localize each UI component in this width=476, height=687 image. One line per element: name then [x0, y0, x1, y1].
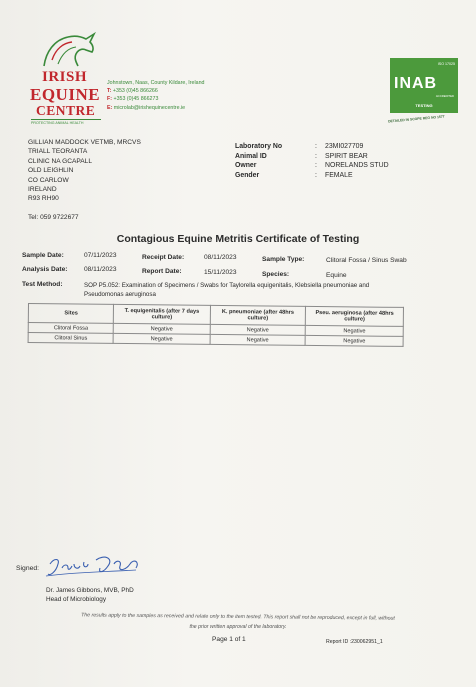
sample-date-label: Sample Date: — [22, 252, 64, 259]
recipient-address — [28, 138, 141, 204]
lab-info-label: Gender — [235, 171, 260, 179]
analysis-date-value: 08/11/2023 — [84, 266, 117, 273]
fax-value: +353 (0)45 866273 — [113, 96, 159, 103]
horse-head-icon — [38, 30, 98, 68]
recipient-tel: Tel: 059 9722677 — [28, 214, 79, 221]
lab-info-label: Animal ID — [235, 152, 267, 160]
logo-line-irish: IRISH — [42, 69, 88, 85]
analysis-date-label: Analysis Date: — [22, 266, 68, 273]
report-id: Report ID :230062951_1 — [326, 639, 383, 645]
phone-value: +353 (0)45 866266 — [112, 88, 158, 95]
header-t-equigenitalis: T. equigenitalis (after 7 days culture) — [114, 304, 210, 324]
lab-info-row — [235, 142, 455, 152]
species-label: Species: — [262, 271, 290, 278]
lab-info-colon: : — [315, 143, 317, 150]
logo-line-centre: CENTRE — [36, 103, 96, 118]
address-text: Johnstown, Naas, County Kildare, Ireland — [107, 80, 205, 86]
test-method-label: Test Method: — [22, 281, 63, 288]
address-line: TRIALL TEORANTA — [28, 148, 88, 156]
lab-info-colon: : — [315, 171, 317, 179]
email-label: E: — [107, 104, 113, 111]
lab-info-colon: : — [315, 162, 317, 170]
result-cell: Negative — [114, 333, 210, 344]
page-number: Page 1 of 1 — [212, 636, 246, 643]
lab-info-row — [235, 152, 455, 162]
fax-label: F: — [107, 96, 112, 103]
result-cell: Negative — [210, 334, 306, 345]
inab-accredited: ACCREDITED — [435, 94, 454, 98]
result-cell: Negative — [210, 324, 306, 335]
irish-equine-centre-logo — [30, 30, 102, 126]
lab-info-label: Owner — [235, 162, 257, 170]
sample-type-value: Clitoral Fossa / Sinus Swab — [326, 257, 407, 264]
lab-info-row — [235, 171, 455, 181]
site-cell: Clitoral Sinus — [28, 333, 114, 344]
report-date-label: Report Date: — [142, 268, 182, 275]
inab-green-box — [390, 58, 458, 113]
sample-type-label: Sample Type: — [262, 256, 305, 263]
lab-info-value: SPIRIT BEAR — [325, 152, 368, 160]
address-line: CLINIC NA GCAPALL — [28, 157, 93, 165]
result-cell: Negative — [306, 325, 404, 336]
report-date-value: 15/11/2023 — [204, 269, 237, 276]
header-k-pneumoniae: K. pneumoniae (after 48hrs culture) — [210, 305, 306, 325]
inab-name: INAB — [394, 75, 438, 92]
fax-line — [107, 95, 204, 103]
test-method-line1: SOP P5.052: Examination of Specimens / Swabs for Taylorella equigenitalis, Klebsiella pneumoniae and — [84, 282, 370, 289]
species-value: Equine — [326, 272, 347, 279]
lab-info-value: NORELANDS STUD — [325, 162, 389, 170]
lab-info-block — [235, 142, 455, 180]
result-cell: Negative — [306, 335, 404, 346]
handwritten-signature — [44, 552, 144, 582]
receipt-date-label: Receipt Date: — [142, 254, 185, 261]
address-line: OLD LEIGHLIN — [28, 167, 74, 175]
results-table — [28, 303, 404, 347]
phone-label: T: — [107, 88, 112, 95]
lab-info-value: 23MI027709 — [325, 143, 364, 150]
sample-date-value: 07/11/2023 — [84, 252, 117, 259]
site-cell: Clitoral Fossa — [28, 323, 114, 334]
signatory-role: Head of Microbiology — [46, 596, 107, 603]
lab-info-value: FEMALE — [325, 171, 353, 179]
lab-info-row — [235, 161, 455, 171]
signatory-name: Dr. James Gibbons, MVB, PhD — [46, 587, 134, 594]
address-line: GILLIAN MADDOCK VETMB, MRCVS — [28, 139, 141, 146]
logo-line-equine: EQUINE — [30, 85, 101, 104]
inab-reg-no: ISO 17025 — [437, 62, 455, 66]
address-line: R93 RH90 — [28, 195, 59, 203]
address-line: CO CARLOW — [28, 176, 69, 184]
email-value: microlab@irishequinecentre.ie — [113, 104, 186, 111]
header-pseu-aeruginosa: Pseu. aeruginosa (after 48hrs culture) — [306, 306, 404, 326]
email-line — [107, 104, 204, 112]
header-sites: Sites — [28, 304, 114, 324]
inab-accreditation-logo — [387, 58, 460, 128]
inab-detail: DETAILED IN SCOPE REG NO 157T — [387, 114, 445, 124]
test-method-line2: Pseudomonas aeruginosa — [84, 291, 156, 298]
signed-label: Signed: — [16, 565, 40, 572]
certificate-title: Contagious Equine Metritis Certificate of Testing — [116, 233, 360, 245]
disclaimer-line1: The results apply to the samples as received and relate only to the item tested. This report shall not be reproduced, except in full, without — [81, 612, 395, 622]
lab-info-label: Laboratory No — [235, 143, 283, 150]
result-cell: Negative — [114, 323, 210, 334]
lab-info-colon: : — [315, 152, 317, 160]
logo-tagline: PROTECTING ANIMAL HEALTH — [31, 119, 101, 125]
disclaimer-line2: the prior written approval of the laboratory. — [189, 624, 287, 630]
inab-testing: TESTING — [415, 103, 433, 108]
contact-block — [107, 79, 204, 112]
receipt-date-value: 08/11/2023 — [204, 254, 237, 261]
phone-line — [107, 87, 204, 95]
address-line: IRELAND — [28, 186, 57, 194]
